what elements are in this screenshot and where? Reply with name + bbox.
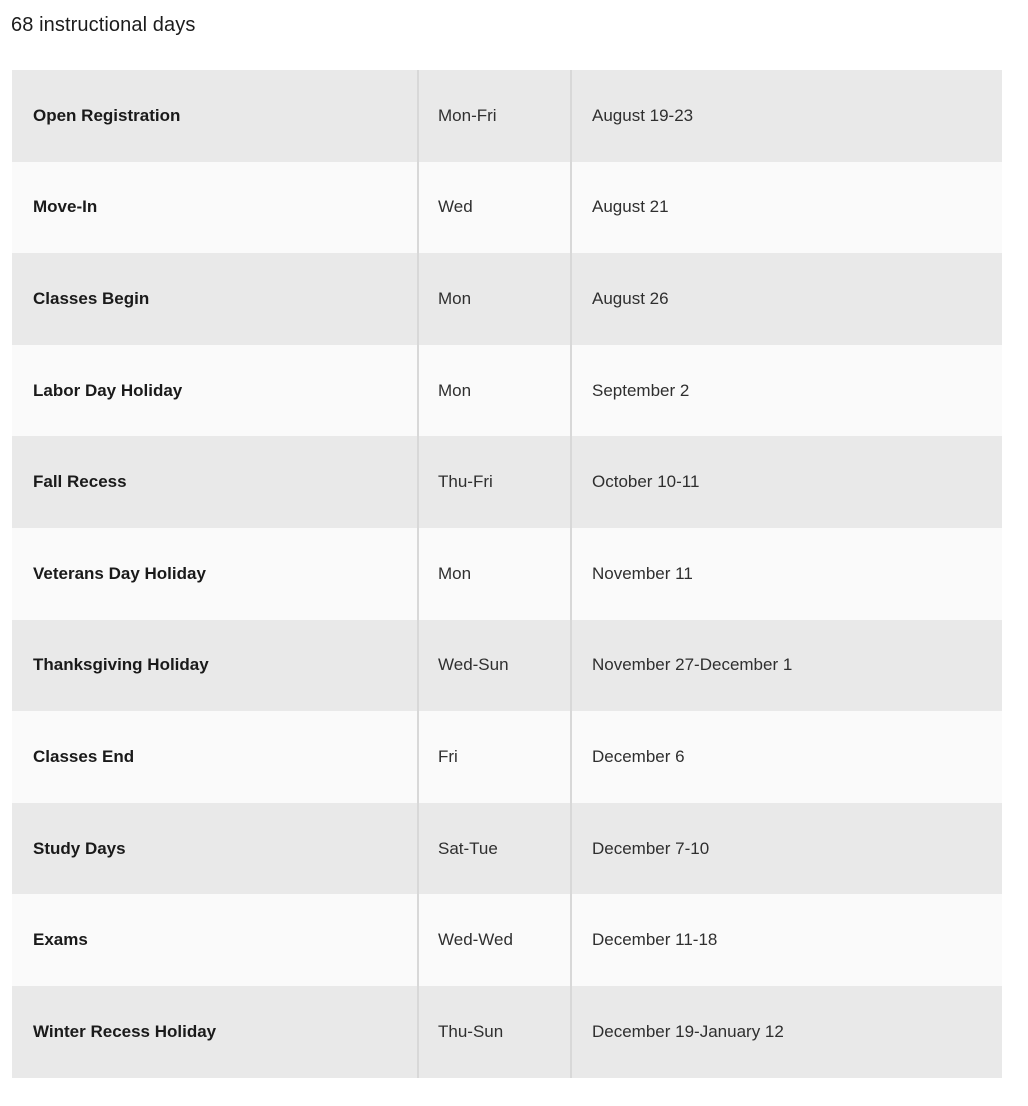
event-cell: Classes Begin: [33, 288, 150, 308]
event-cell: Winter Recess Holiday: [33, 1021, 217, 1041]
event-cell: Open Registration: [33, 105, 181, 125]
days-cell: Mon: [417, 528, 570, 620]
event-cell: Study Days: [33, 838, 126, 858]
dates-cell: October 10-11: [570, 436, 1002, 528]
days-cell: Mon: [417, 345, 570, 437]
event-cell: Veterans Day Holiday: [33, 563, 206, 583]
event-cell: Classes End: [33, 746, 135, 766]
dates-cell: December 19-January 12: [570, 986, 1002, 1078]
days-cell: Mon-Fri: [417, 70, 570, 162]
table-row: [12, 894, 1002, 986]
days-cell: Thu-Fri: [417, 436, 570, 528]
table-row: [12, 345, 1002, 437]
event-cell: Move-In: [33, 197, 98, 217]
dates-cell: December 11-18: [570, 894, 1002, 986]
event-cell: Exams: [33, 930, 88, 950]
dates-cell: December 7-10: [570, 803, 1002, 895]
table-row: [12, 436, 1002, 528]
table-row: [12, 70, 1002, 162]
days-cell: Wed-Sun: [417, 620, 570, 712]
event-cell: Thanksgiving Holiday: [33, 655, 209, 675]
table-row: [12, 620, 1002, 712]
dates-cell: September 2: [570, 345, 1002, 437]
table-row: [12, 711, 1002, 803]
dates-cell: November 11: [570, 528, 1002, 620]
table-row: [12, 528, 1002, 620]
days-cell: Thu-Sun: [417, 986, 570, 1078]
dates-cell: August 19-23: [570, 70, 1002, 162]
days-cell: Wed-Wed: [417, 894, 570, 986]
days-cell: Mon: [417, 253, 570, 345]
dates-cell: August 26: [570, 253, 1002, 345]
event-cell: Fall Recess: [33, 472, 127, 492]
dates-cell: December 6: [570, 711, 1002, 803]
dates-cell: November 27-December 1: [570, 620, 1002, 712]
event-cell: Labor Day Holiday: [33, 380, 183, 400]
table-row: [12, 253, 1002, 345]
table-row: [12, 162, 1002, 254]
days-cell: Sat-Tue: [417, 803, 570, 895]
table-row: [12, 803, 1002, 895]
dates-cell: August 21: [570, 162, 1002, 254]
page-title: 68 instructional days: [11, 14, 196, 36]
days-cell: Fri: [417, 711, 570, 803]
calendar-table: [12, 70, 1002, 1078]
days-cell: Wed: [417, 162, 570, 254]
table-row: [12, 986, 1002, 1078]
